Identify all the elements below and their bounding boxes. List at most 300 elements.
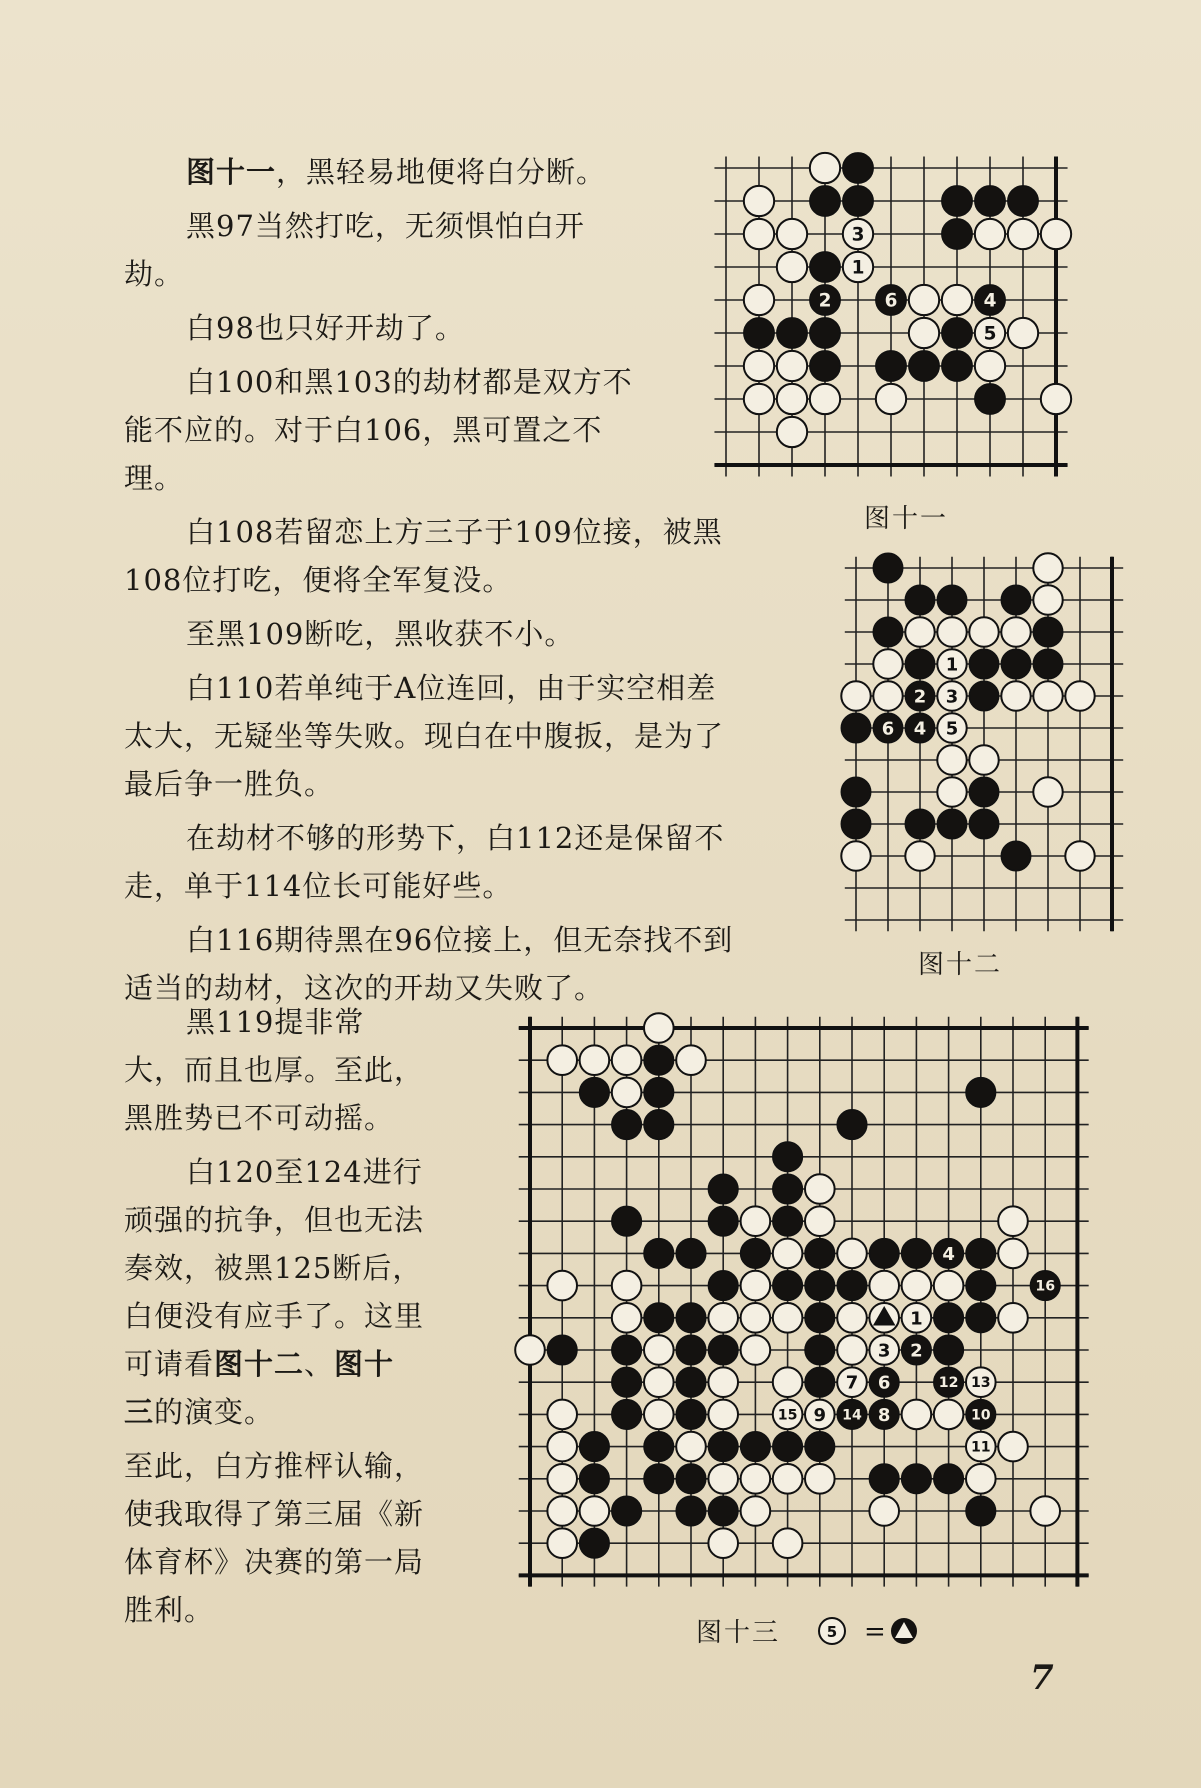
white-stone xyxy=(998,1303,1028,1333)
stone-body xyxy=(902,1464,932,1494)
black-stone xyxy=(869,1367,899,1397)
white-stone xyxy=(937,617,966,646)
stone-body xyxy=(805,1239,835,1269)
white-stone xyxy=(1041,384,1071,414)
caption-fig11: 图十一 xyxy=(864,504,949,534)
stone-body xyxy=(969,681,998,710)
white-stone xyxy=(810,384,840,414)
stone-body xyxy=(773,1142,803,1172)
stone-body xyxy=(547,1335,577,1365)
black-stone xyxy=(810,351,840,381)
stone-body xyxy=(841,713,870,742)
stone-body xyxy=(966,1496,996,1526)
white-stone xyxy=(741,1464,771,1494)
white-stone xyxy=(708,1528,738,1558)
stone-body xyxy=(676,1303,706,1333)
stone-body xyxy=(676,1400,706,1430)
stone-body xyxy=(580,1078,610,1108)
stone-body xyxy=(644,1367,674,1397)
black-stone xyxy=(905,649,934,678)
stone-body xyxy=(841,681,870,710)
black-stone xyxy=(876,351,906,381)
white-stone xyxy=(937,777,966,806)
stone-body xyxy=(873,617,902,646)
white-stone xyxy=(1065,841,1094,870)
white-stone xyxy=(708,1400,738,1430)
white-stone xyxy=(998,1239,1028,1269)
white-stone xyxy=(837,1367,867,1397)
white-stone xyxy=(744,186,774,216)
stone-body xyxy=(708,1367,738,1397)
stone-body xyxy=(966,1239,996,1269)
stone-body xyxy=(1008,219,1038,249)
stone-body xyxy=(998,1206,1028,1236)
white-stone xyxy=(1008,219,1038,249)
stone-body xyxy=(547,1045,577,1075)
move-number: 8 xyxy=(877,1404,891,1426)
stone-body xyxy=(644,1078,674,1108)
stone-body xyxy=(1033,649,1062,678)
paragraph-3: 白98也只好开劫了。 xyxy=(186,311,465,345)
black-stone xyxy=(644,1110,674,1140)
white-stone xyxy=(580,1496,610,1526)
stone-body xyxy=(873,553,902,582)
stone-body xyxy=(937,585,966,614)
move-number: 12 xyxy=(938,1375,959,1392)
stone-body xyxy=(1041,384,1071,414)
stone-body xyxy=(547,1271,577,1301)
stone-body xyxy=(708,1303,738,1333)
black-stone xyxy=(942,351,972,381)
white-stone xyxy=(741,1335,771,1365)
stone-body xyxy=(777,318,807,348)
black-stone xyxy=(612,1335,642,1365)
stone-body xyxy=(810,384,840,414)
black-stone xyxy=(773,1206,803,1236)
black-stone xyxy=(644,1045,674,1075)
stone-body xyxy=(837,1271,867,1301)
stone-body xyxy=(547,1464,577,1494)
black-stone xyxy=(873,713,902,742)
stone-body xyxy=(708,1271,738,1301)
black-stone xyxy=(644,1432,674,1462)
paragraph-1 xyxy=(124,148,734,196)
stone-body xyxy=(741,1239,771,1269)
stone-body xyxy=(873,681,902,710)
move-number: 6 xyxy=(884,290,898,312)
black-stone xyxy=(975,384,1005,414)
stone-body xyxy=(843,153,873,183)
stone-body xyxy=(708,1528,738,1558)
black-stone xyxy=(773,1271,803,1301)
white-stone xyxy=(902,1303,932,1333)
black-stone xyxy=(843,153,873,183)
stone-body xyxy=(547,1496,577,1526)
stone-body xyxy=(676,1464,706,1494)
white-stone xyxy=(937,649,966,678)
stone-body xyxy=(744,351,774,381)
stone-body xyxy=(1065,841,1094,870)
move-number: 2 xyxy=(910,1340,923,1362)
stone-body xyxy=(1030,1496,1060,1526)
stone-body xyxy=(805,1367,835,1397)
white-stone xyxy=(934,1400,964,1430)
stone-body xyxy=(998,1432,1028,1462)
stone-body xyxy=(612,1110,642,1140)
stone-body xyxy=(869,1271,899,1301)
move-number: 4 xyxy=(913,718,927,740)
legend-equals-sign: = xyxy=(864,1617,886,1647)
black-stone xyxy=(934,1367,964,1397)
black-stone xyxy=(975,186,1005,216)
stone-body xyxy=(969,777,998,806)
black-stone xyxy=(837,1400,867,1430)
stone-body xyxy=(547,1528,577,1558)
paragraph-12: 至此，白方推枰认输，使我取得了第三届《新体育杯》决赛的第一局胜利。 xyxy=(124,1449,425,1627)
black-stone xyxy=(873,553,902,582)
stone-body xyxy=(909,285,939,315)
white-stone xyxy=(998,1206,1028,1236)
black-stone xyxy=(805,1239,835,1269)
black-stone xyxy=(966,1400,996,1430)
stone-body xyxy=(841,841,870,870)
black-stone xyxy=(676,1400,706,1430)
paragraph-2: 黑97当然打吃，无须惧怕白开劫。 xyxy=(124,209,585,291)
stone-body xyxy=(969,809,998,838)
white-stone xyxy=(777,351,807,381)
stone-body xyxy=(810,318,840,348)
black-stone xyxy=(805,1432,835,1462)
stone-body xyxy=(644,1045,674,1075)
stone-body xyxy=(937,809,966,838)
stone-body xyxy=(773,1174,803,1204)
stone-body xyxy=(969,617,998,646)
white-stone xyxy=(841,681,870,710)
move-number: 3 xyxy=(877,1340,891,1362)
move-number: 16 xyxy=(1035,1278,1056,1295)
black-stone xyxy=(612,1400,642,1430)
black-stone xyxy=(942,219,972,249)
white-stone xyxy=(777,384,807,414)
stone-body xyxy=(1065,681,1094,710)
black-stone xyxy=(969,777,998,806)
stone-body xyxy=(708,1496,738,1526)
stone-body xyxy=(975,186,1005,216)
stone-body xyxy=(708,1432,738,1462)
white-stone xyxy=(744,285,774,315)
black-stone xyxy=(741,1432,771,1462)
white-stone xyxy=(644,1335,674,1365)
stone-body xyxy=(708,1464,738,1494)
black-stone xyxy=(869,1464,899,1494)
white-stone xyxy=(1041,219,1071,249)
stone-body xyxy=(1033,553,1062,582)
black-stone xyxy=(969,649,998,678)
black-stone xyxy=(1001,841,1030,870)
black-stone xyxy=(676,1239,706,1269)
black-stone xyxy=(905,713,934,742)
black-stone xyxy=(580,1078,610,1108)
black-stone xyxy=(942,186,972,216)
stone-body xyxy=(869,1239,899,1269)
white-stone xyxy=(998,1432,1028,1462)
stone-body xyxy=(773,1367,803,1397)
move-number: 13 xyxy=(970,1375,991,1392)
white-stone xyxy=(612,1078,642,1108)
white-stone xyxy=(937,681,966,710)
stone-body xyxy=(810,351,840,381)
stone-body xyxy=(909,318,939,348)
black-stone xyxy=(937,809,966,838)
black-stone xyxy=(676,1303,706,1333)
stone-body xyxy=(644,1335,674,1365)
stone-body xyxy=(676,1432,706,1462)
black-stone xyxy=(934,1303,964,1333)
black-stone xyxy=(777,318,807,348)
stone-body xyxy=(937,777,966,806)
white-stone xyxy=(1033,681,1062,710)
black-stone xyxy=(1033,617,1062,646)
stone-body xyxy=(777,417,807,447)
stone-body xyxy=(805,1335,835,1365)
paragraph-6: 至黑109断吃，黑收获不小。 xyxy=(186,617,575,651)
white-stone xyxy=(580,1045,610,1075)
stone-body xyxy=(741,1335,771,1365)
paragraph-11-end: 的演变。 xyxy=(154,1395,275,1429)
stone-body xyxy=(942,186,972,216)
black-stone xyxy=(708,1174,738,1204)
move-number: 1 xyxy=(945,654,959,676)
white-stone xyxy=(837,1239,867,1269)
stone-body xyxy=(676,1045,706,1075)
black-stone xyxy=(810,318,840,348)
black-stone xyxy=(580,1528,610,1558)
black-stone xyxy=(869,1239,899,1269)
stone-body xyxy=(773,1432,803,1462)
stone-body xyxy=(902,1239,932,1269)
black-stone xyxy=(676,1335,706,1365)
stone-body xyxy=(1033,585,1062,614)
stone-body xyxy=(744,384,774,414)
white-stone xyxy=(773,1528,803,1558)
black-stone xyxy=(969,809,998,838)
black-stone xyxy=(644,1239,674,1269)
paragraph-11 xyxy=(124,1148,424,1436)
move-number: 6 xyxy=(881,718,895,740)
stone-body xyxy=(777,219,807,249)
stone-body xyxy=(805,1271,835,1301)
stone-body xyxy=(841,777,870,806)
move-number: 1 xyxy=(851,257,865,279)
black-stone xyxy=(708,1271,738,1301)
white-stone xyxy=(902,1400,932,1430)
stone-body xyxy=(869,1464,899,1494)
stone-body xyxy=(644,1303,674,1333)
stone-body xyxy=(969,649,998,678)
stone-body xyxy=(805,1464,835,1494)
white-stone xyxy=(837,1303,867,1333)
stone-body xyxy=(644,1400,674,1430)
white-stone xyxy=(969,617,998,646)
white-stone xyxy=(934,1271,964,1301)
stone-body xyxy=(937,617,966,646)
black-stone xyxy=(934,1335,964,1365)
fig11-reference: 图十一 xyxy=(186,155,277,189)
stone-body xyxy=(805,1432,835,1462)
white-stone xyxy=(708,1367,738,1397)
stone-body xyxy=(644,1432,674,1462)
stone-body xyxy=(810,252,840,282)
white-stone xyxy=(708,1303,738,1333)
stone-body xyxy=(612,1045,642,1075)
go-board-fig11 xyxy=(710,150,1082,470)
black-stone xyxy=(805,1367,835,1397)
black-stone xyxy=(841,777,870,806)
fig12-reference: 图十二 xyxy=(214,1347,305,1381)
black-stone xyxy=(966,1271,996,1301)
stone-body xyxy=(942,219,972,249)
black-stone xyxy=(805,1335,835,1365)
black-stone xyxy=(966,1239,996,1269)
white-stone xyxy=(841,841,870,870)
stone-body xyxy=(837,1239,867,1269)
stone-body xyxy=(744,186,774,216)
white-stone xyxy=(873,681,902,710)
black-stone xyxy=(744,318,774,348)
stone-body xyxy=(580,1432,610,1462)
stone-body xyxy=(934,1400,964,1430)
stone-body xyxy=(805,1174,835,1204)
black-stone xyxy=(547,1335,577,1365)
black-stone xyxy=(612,1367,642,1397)
black-stone xyxy=(905,809,934,838)
stone-body xyxy=(744,318,774,348)
stone-body xyxy=(580,1045,610,1075)
stone-body xyxy=(708,1335,738,1365)
stone-body xyxy=(676,1496,706,1526)
black-stone xyxy=(708,1432,738,1462)
white-stone xyxy=(644,1400,674,1430)
stone-body xyxy=(773,1271,803,1301)
move-number: 4 xyxy=(983,290,997,312)
stone-body xyxy=(1001,841,1030,870)
stone-body xyxy=(902,1271,932,1301)
stone-body xyxy=(777,384,807,414)
black-stone xyxy=(937,585,966,614)
text-column-upper xyxy=(124,148,734,1018)
stone-body xyxy=(676,1239,706,1269)
white-stone xyxy=(773,1464,803,1494)
stone-body xyxy=(741,1303,771,1333)
white-stone xyxy=(612,1303,642,1333)
triangle-marked-stone xyxy=(869,1303,899,1333)
stone-body xyxy=(547,1432,577,1462)
white-stone xyxy=(741,1496,771,1526)
white-stone xyxy=(969,745,998,774)
stone-body xyxy=(612,1303,642,1333)
stone-body xyxy=(1033,681,1062,710)
stone-body xyxy=(902,1400,932,1430)
white-stone xyxy=(843,252,873,282)
white-stone xyxy=(741,1303,771,1333)
white-stone xyxy=(708,1464,738,1494)
caption-fig12: 图十二 xyxy=(918,950,1003,980)
stone-body xyxy=(1001,649,1030,678)
black-stone xyxy=(708,1496,738,1526)
stone-body xyxy=(998,1303,1028,1333)
move-number: 3 xyxy=(945,686,959,708)
white-stone xyxy=(805,1206,835,1236)
white-stone xyxy=(547,1400,577,1430)
stone-body xyxy=(934,1271,964,1301)
stone-body xyxy=(942,285,972,315)
stone-body xyxy=(905,649,934,678)
stone-body xyxy=(580,1464,610,1494)
fig13-note xyxy=(816,1614,946,1655)
stone-body xyxy=(810,153,840,183)
black-stone xyxy=(810,285,840,315)
black-stone xyxy=(1008,186,1038,216)
stone-body xyxy=(966,1078,996,1108)
white-stone xyxy=(612,1271,642,1301)
move-number: 11 xyxy=(970,1439,991,1456)
stone-body xyxy=(905,617,934,646)
stone-body xyxy=(676,1335,706,1365)
paragraph-4: 白100和黑103的劫材都是双方不能不应的。对于白106，黑可置之不理。 xyxy=(124,365,633,495)
stone-body xyxy=(741,1206,771,1236)
white-stone xyxy=(909,318,939,348)
black-stone xyxy=(841,809,870,838)
white-stone xyxy=(777,417,807,447)
white-stone xyxy=(773,1303,803,1333)
white-stone xyxy=(1008,318,1038,348)
move-number: 5 xyxy=(945,718,959,740)
black-stone xyxy=(773,1142,803,1172)
move-number: 4 xyxy=(942,1243,955,1265)
black-stone xyxy=(966,1303,996,1333)
grid-lines xyxy=(845,557,1123,931)
white-stone xyxy=(773,1239,803,1269)
stone-body xyxy=(1008,318,1038,348)
black-stone xyxy=(966,1496,996,1526)
move-number: 7 xyxy=(845,1372,859,1394)
move-number: 1 xyxy=(910,1308,923,1330)
fig13-reference: 图十三 xyxy=(124,1347,395,1429)
stone-body xyxy=(966,1303,996,1333)
stone-body xyxy=(905,809,934,838)
page-number: 7 xyxy=(1030,1658,1054,1698)
black-stone xyxy=(708,1335,738,1365)
fig13-note-graphic xyxy=(816,1614,946,1648)
move-number: 2 xyxy=(818,290,832,312)
white-stone xyxy=(876,384,906,414)
white-stone xyxy=(843,219,873,249)
white-stone xyxy=(547,1528,577,1558)
stone-body xyxy=(612,1271,642,1301)
white-stone xyxy=(777,219,807,249)
black-stone xyxy=(843,186,873,216)
move-number: 6 xyxy=(877,1372,891,1394)
stone-body xyxy=(837,1110,867,1140)
white-stone xyxy=(777,252,807,282)
move-number: 9 xyxy=(813,1404,827,1426)
stone-body xyxy=(869,1496,899,1526)
black-stone xyxy=(873,617,902,646)
stone-body xyxy=(810,186,840,216)
stone-body xyxy=(805,1303,835,1333)
stone-body xyxy=(547,1400,577,1430)
black-stone xyxy=(1030,1271,1060,1301)
